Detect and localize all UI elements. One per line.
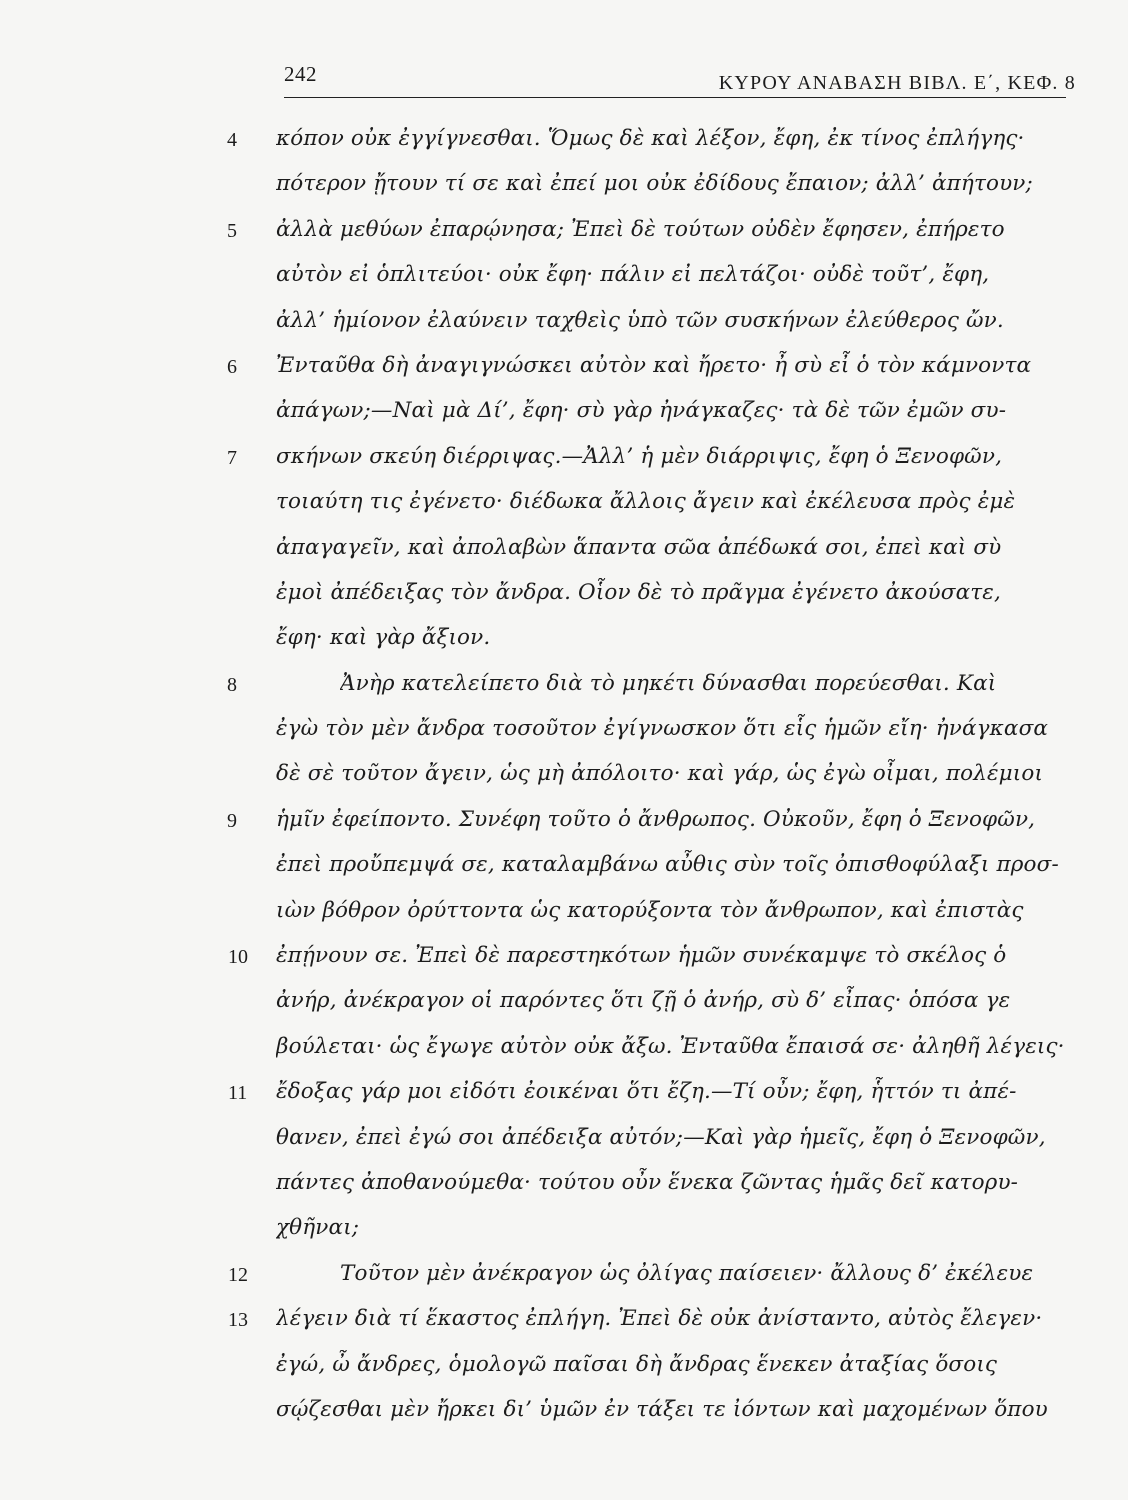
line-text: κόπον οὐκ ἐγγίγνεσθαι. Ὅμως δὲ καὶ λέξον, ἔφη, ἐκ τίνος ἐπλήγης· xyxy=(276,126,1025,151)
text-line xyxy=(0,1071,1128,1116)
text-line xyxy=(0,663,1128,708)
text-line xyxy=(0,527,1128,572)
text-line xyxy=(0,209,1128,254)
text-line xyxy=(0,1344,1128,1389)
line-text: ἀλλ’ ἡμίονον ἐλαύνειν ταχθεὶς ὑπὸ τῶν συσκήνων ἐλεύθερος ὤν. xyxy=(276,307,1004,333)
line-text: ἀλλὰ μεθύων ἐπαρῴνησα; Ἐπεὶ δὲ τούτων οὐδὲν ἔφησεν, ἐπήρετο xyxy=(276,216,1005,242)
text-line xyxy=(0,118,1128,163)
section-number: 5 xyxy=(227,219,237,242)
text-line xyxy=(0,436,1128,481)
section-number: 9 xyxy=(227,809,237,832)
text-line xyxy=(0,300,1128,345)
line-text: ἐπῄνουν σε. Ἐπεὶ δὲ παρεστηκότων ἡμῶν συνέκαμψε τὸ σκέλος ὁ xyxy=(276,943,1007,969)
line-text: σκήνων σκεύη διέρριψας.—Ἀλλ’ ἡ μὲν διάρριψις, ἔφη ὁ Ξενοφῶν, xyxy=(276,443,1003,469)
text-line xyxy=(0,1117,1128,1162)
header-rule xyxy=(284,97,1066,98)
text-line xyxy=(0,481,1128,526)
text-line xyxy=(0,753,1128,798)
text-line xyxy=(0,390,1128,435)
section-number: 10 xyxy=(228,946,248,969)
text-line xyxy=(0,1253,1128,1298)
line-text: πάντες ἀποθανούμεθα· τούτου οὖν ἕνεκα ζῶντας ἡμᾶς δεῖ κατορυ- xyxy=(276,1169,1019,1195)
line-text: λέγειν διὰ τί ἕκαστος ἐπλήγη. Ἐπεὶ δὲ οὐκ ἀνίσταντο, αὐτὸς ἔλεγεν· xyxy=(276,1306,1043,1332)
line-text: δὲ σὲ τοῦτον ἄγειν, ὡς μὴ ἀπόλοιτο· καὶ γάρ, ὡς ἐγὼ οἶμαι, πολέμιοι xyxy=(276,761,1044,787)
section-number: 11 xyxy=(228,1082,248,1105)
line-text: Ἀνὴρ κατελείπετο διὰ τὸ μηκέτι δύνασθαι πορεύεσθαι. Καὶ xyxy=(340,670,997,696)
line-text: βούλεται· ὡς ἔγωγε αὐτὸν οὐκ ἄξω. Ἐνταῦθα ἔπαισά σε· ἀληθῆ λέγεις· xyxy=(276,1033,1065,1059)
line-text: ἐγὼ τὸν μὲν ἄνδρα τοσοῦτον ἐγίγνωσκον ὅτι εἷς ἡμῶν εἴη· ἠνάγκασα xyxy=(276,716,1049,742)
line-text: τοιαύτη τις ἐγένετο· διέδωκα ἄλλοις ἄγειν καὶ ἐκέλευσα πρὸς ἐμὲ xyxy=(276,489,1016,515)
line-text: χθῆναι; xyxy=(276,1215,360,1241)
text-line xyxy=(0,708,1128,753)
text-line xyxy=(0,935,1128,980)
text-line xyxy=(0,163,1128,208)
section-number: 6 xyxy=(227,355,237,378)
line-text: ἀπαγαγεῖν, καὶ ἀπολαβὼν ἅπαντα σῶα ἀπέδωκά σοι, ἐπεὶ καὶ σὺ xyxy=(276,534,1002,560)
running-head xyxy=(284,60,1076,100)
text-line xyxy=(0,844,1128,889)
text-line xyxy=(0,617,1128,662)
section-number: 7 xyxy=(227,446,237,469)
line-text: πότερον ᾔτουν τί σε καὶ ἐπεί μοι οὐκ ἐδίδους ἔπαιον; ἀλλ’ ἀπήτουν; xyxy=(276,171,1033,197)
section-number: 4 xyxy=(227,129,237,151)
line-text: ἀνήρ, ἀνέκραγον οἱ παρόντες ὅτι ζῇ ὁ ἀνήρ, σὺ δ’ εἶπας· ὁπόσα γε xyxy=(276,988,1011,1014)
line-text: ἐμοὶ ἀπέδειξας τὸν ἄνδρα. Οἷον δὲ τὸ πρᾶγμα ἐγένετο ἀκούσατε, xyxy=(276,579,1001,605)
line-text: αὐτὸν εἰ ὁπλιτεύοι· οὐκ ἔφη· πάλιν εἰ πελτάζοι· οὐδὲ τοῦτ’, ἔφη, xyxy=(276,262,990,288)
running-title: ΚΥΡΟΥ ΑΝΑΒΑΣΗ ΒΙΒΛ. Ε΄, ΚΕΦ. 8 xyxy=(718,72,1076,94)
line-text: Τοῦτον μὲν ἀνέκραγον ὡς ὀλίγας παίσειεν· ἄλλους δ’ ἐκέλευε xyxy=(340,1260,1034,1286)
text-line xyxy=(0,890,1128,935)
section-number: 12 xyxy=(228,1263,248,1286)
line-text: ἐπεὶ προὔπεμψά σε, καταλαμβάνω αὖθις σὺν τοῖς ὀπισθοφύλαξι προσ- xyxy=(276,852,1059,878)
text-line xyxy=(0,799,1128,844)
line-text: σῴζεσθαι μὲν ἤρκει δι’ ὑμῶν ἐν τάξει τε ἰόντων καὶ μαχομένων ὅπου xyxy=(276,1396,1048,1422)
line-text: ἡμῖν ἐφείποντο. Συνέφη τοῦτο ὁ ἄνθρωπος. Οὐκοῦν, ἔφη ὁ Ξενοφῶν, xyxy=(276,806,1036,832)
text-line xyxy=(0,345,1128,390)
line-text: ἀπάγων;—Ναὶ μὰ Δί’, ἔφη· σὺ γὰρ ἠνάγκαζες· τὰ δὲ τῶν ἐμῶν συ- xyxy=(276,398,1007,424)
line-text: ἐγώ, ὦ ἄνδρες, ὁμολογῶ παῖσαι δὴ ἄνδρας ἕνεκεν ἀταξίας ὅσοις xyxy=(276,1351,998,1377)
text-line xyxy=(0,572,1128,617)
text-line xyxy=(0,1207,1128,1252)
line-text: ιὼν βόθρον ὀρύττοντα ὡς κατορύξοντα τὸν ἄνθρωπον, καὶ ἐπιστὰς xyxy=(276,897,1024,923)
text-line xyxy=(0,1162,1128,1207)
main-text xyxy=(0,118,1128,1434)
text-line xyxy=(0,254,1128,299)
line-text: θανεν, ἐπεὶ ἐγώ σοι ἀπέδειξα αὐτόν;—Καὶ γὰρ ἡμεῖς, ἔφη ὁ Ξενοφῶν, xyxy=(276,1124,1046,1150)
text-line xyxy=(0,1298,1128,1343)
text-line xyxy=(0,1389,1128,1434)
text-line xyxy=(0,1026,1128,1071)
text-line xyxy=(0,980,1128,1025)
section-number: 13 xyxy=(228,1309,248,1332)
line-text: Ἐνταῦθα δὴ ἀναγιγνώσκει αὐτὸν καὶ ἤρετο· ἦ σὺ εἶ ὁ τὸν κάμνοντα xyxy=(276,352,1032,378)
line-text: ἔφη· καὶ γὰρ ἄξιον. xyxy=(276,625,491,651)
page-number: 242 xyxy=(284,62,317,86)
section-number: 8 xyxy=(227,673,237,696)
line-text: ἔδοξας γάρ μοι εἰδότι ἐοικέναι ὅτι ἔζη.—Τί οὖν; ἔφη, ἧττόν τι ἀπέ- xyxy=(276,1079,1017,1105)
